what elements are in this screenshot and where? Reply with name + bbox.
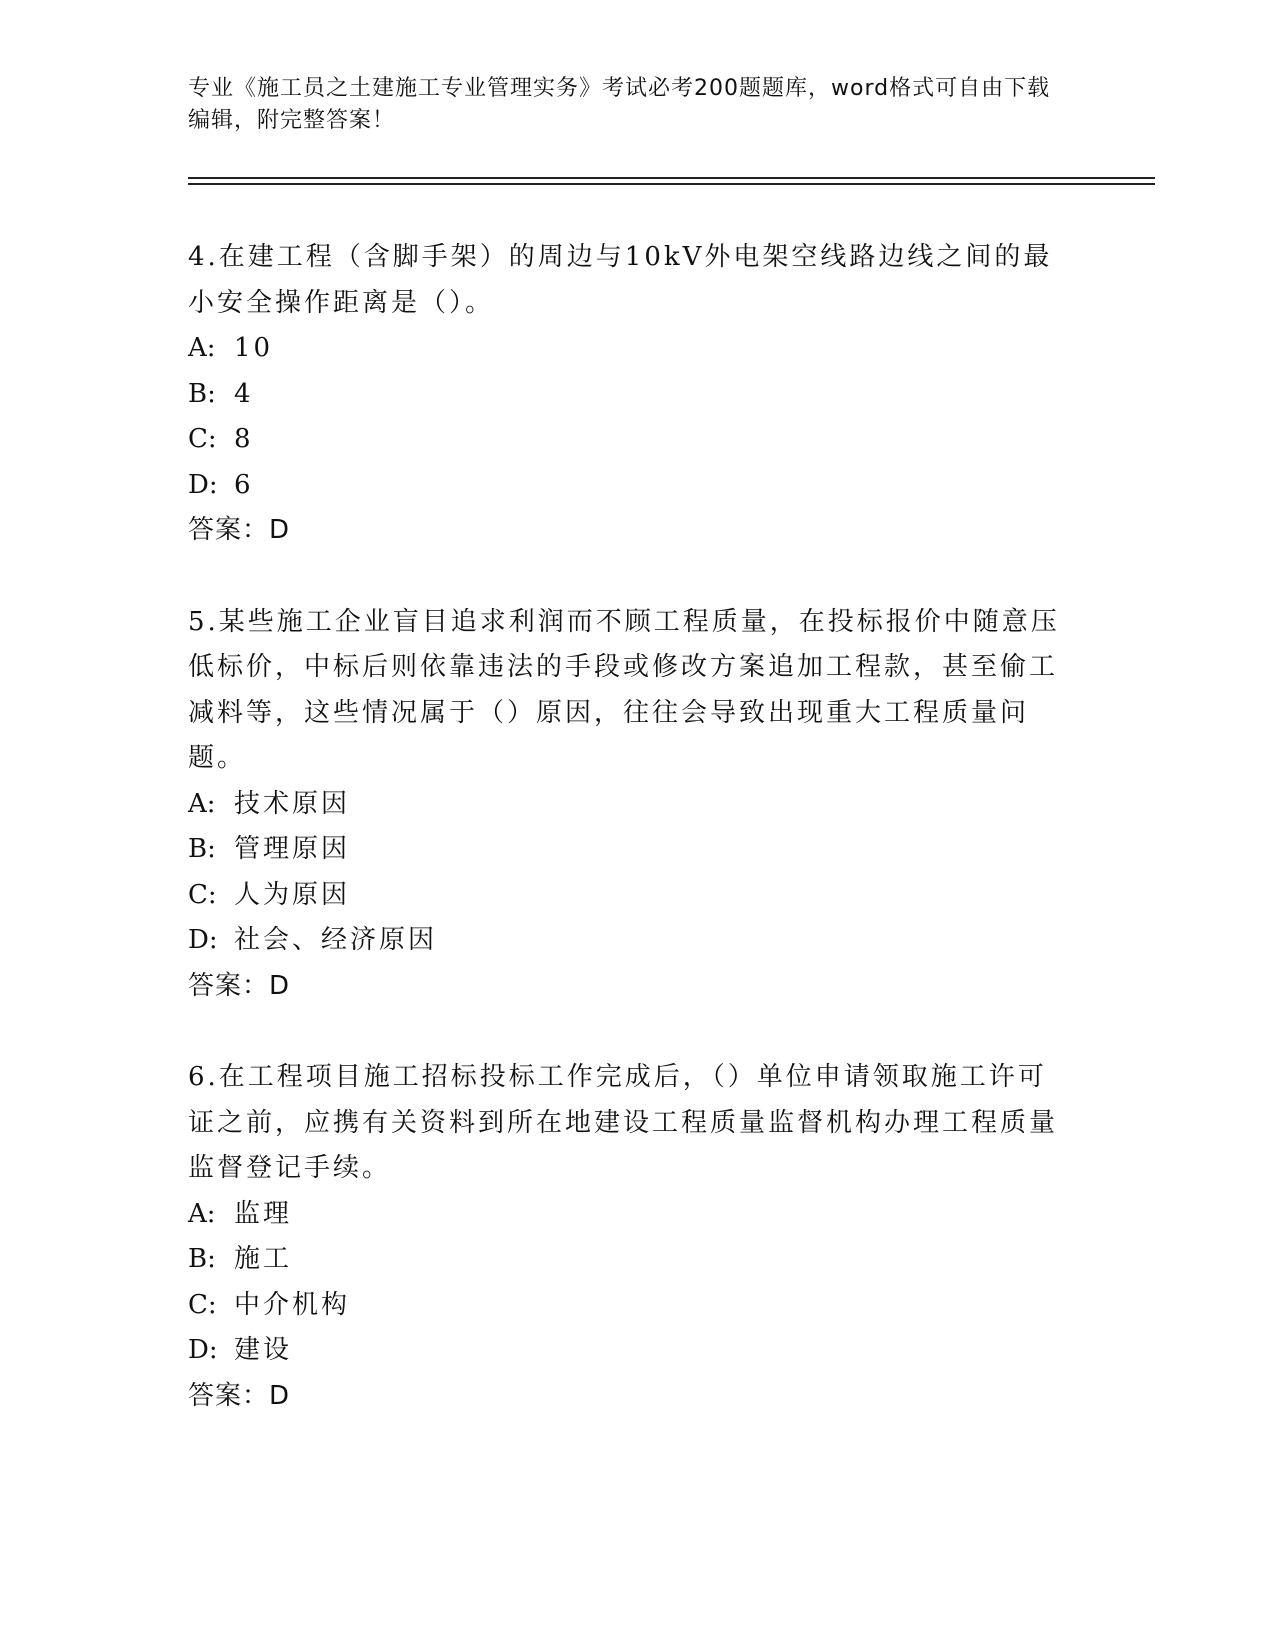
option-text: 4 <box>234 378 254 409</box>
option-text: 技术原因 <box>234 788 351 819</box>
option-text: 施工 <box>234 1244 293 1274</box>
option-d <box>188 918 1068 964</box>
document-header: 专业《施工员之土建施工专业管理实务》考试必考200题题库，word格式可自由下载编辑，附完整答案！ <box>188 76 1051 133</box>
question-4 <box>188 235 1068 554</box>
option-c <box>188 417 1068 463</box>
option-letter: A: <box>188 333 216 363</box>
option-letter: B: <box>188 1244 216 1274</box>
option-c <box>188 873 1068 919</box>
option-d <box>188 463 1068 509</box>
option-text: 8 <box>234 424 254 454</box>
option-letter: D: <box>188 469 218 500</box>
option-b <box>188 372 1068 418</box>
option-letter: A: <box>188 1198 216 1229</box>
option-letter: C: <box>188 424 217 454</box>
option-letter: C: <box>188 879 217 910</box>
option-text: 建设 <box>234 1335 293 1365</box>
option-text: 10 <box>234 333 274 363</box>
option-letter: D: <box>188 925 218 955</box>
option-text: 人为原因 <box>234 879 351 910</box>
answer-line: 答案：D <box>188 970 291 1001</box>
option-b <box>188 827 1068 873</box>
option-text: 6 <box>234 469 254 500</box>
option-a <box>188 782 1068 828</box>
option-d <box>188 1328 1068 1374</box>
option-b <box>188 1237 1068 1283</box>
question-list <box>188 235 1068 1465</box>
option-text: 监理 <box>234 1198 293 1229</box>
option-c <box>188 1283 1068 1329</box>
option-a <box>188 326 1068 372</box>
option-letter: C: <box>188 1289 217 1320</box>
question-stem: 6.在工程项目施工招标投标工作完成后，（）单位申请领取施工许可证之前，应携有关资料到所在地建设工程质量监督机构办理工程质量监督登记手续。 <box>188 1062 1059 1183</box>
question-stem: 5.某些施工企业盲目追求利润而不顾工程质量，在投标报价中随意压低标价，中标后则依靠违法的手段或修改方案追加工程款，甚至偷工减料等，这些情况属于（）原因，往往会导致出现重大工程质量问题。 <box>188 606 1060 773</box>
option-letter: B: <box>188 834 216 864</box>
question-stem: 4.在建工程（含脚手架）的周边与10kV外电架空线路边线之间的最小安全操作距离是（）。 <box>188 242 1053 318</box>
question-6 <box>188 1055 1068 1419</box>
answer-line: 答案：D <box>188 1380 291 1411</box>
header-rule-top <box>188 177 1155 179</box>
answer-line: 答案：D <box>188 515 291 545</box>
option-letter: A: <box>188 788 216 819</box>
header-rule-bottom <box>188 183 1155 185</box>
option-text: 管理原因 <box>234 834 351 864</box>
option-a <box>188 1192 1068 1238</box>
option-text: 社会、经济原因 <box>234 925 438 955</box>
option-letter: D: <box>188 1335 218 1365</box>
option-letter: B: <box>188 378 216 409</box>
question-5 <box>188 600 1068 1010</box>
option-text: 中介机构 <box>234 1289 351 1320</box>
